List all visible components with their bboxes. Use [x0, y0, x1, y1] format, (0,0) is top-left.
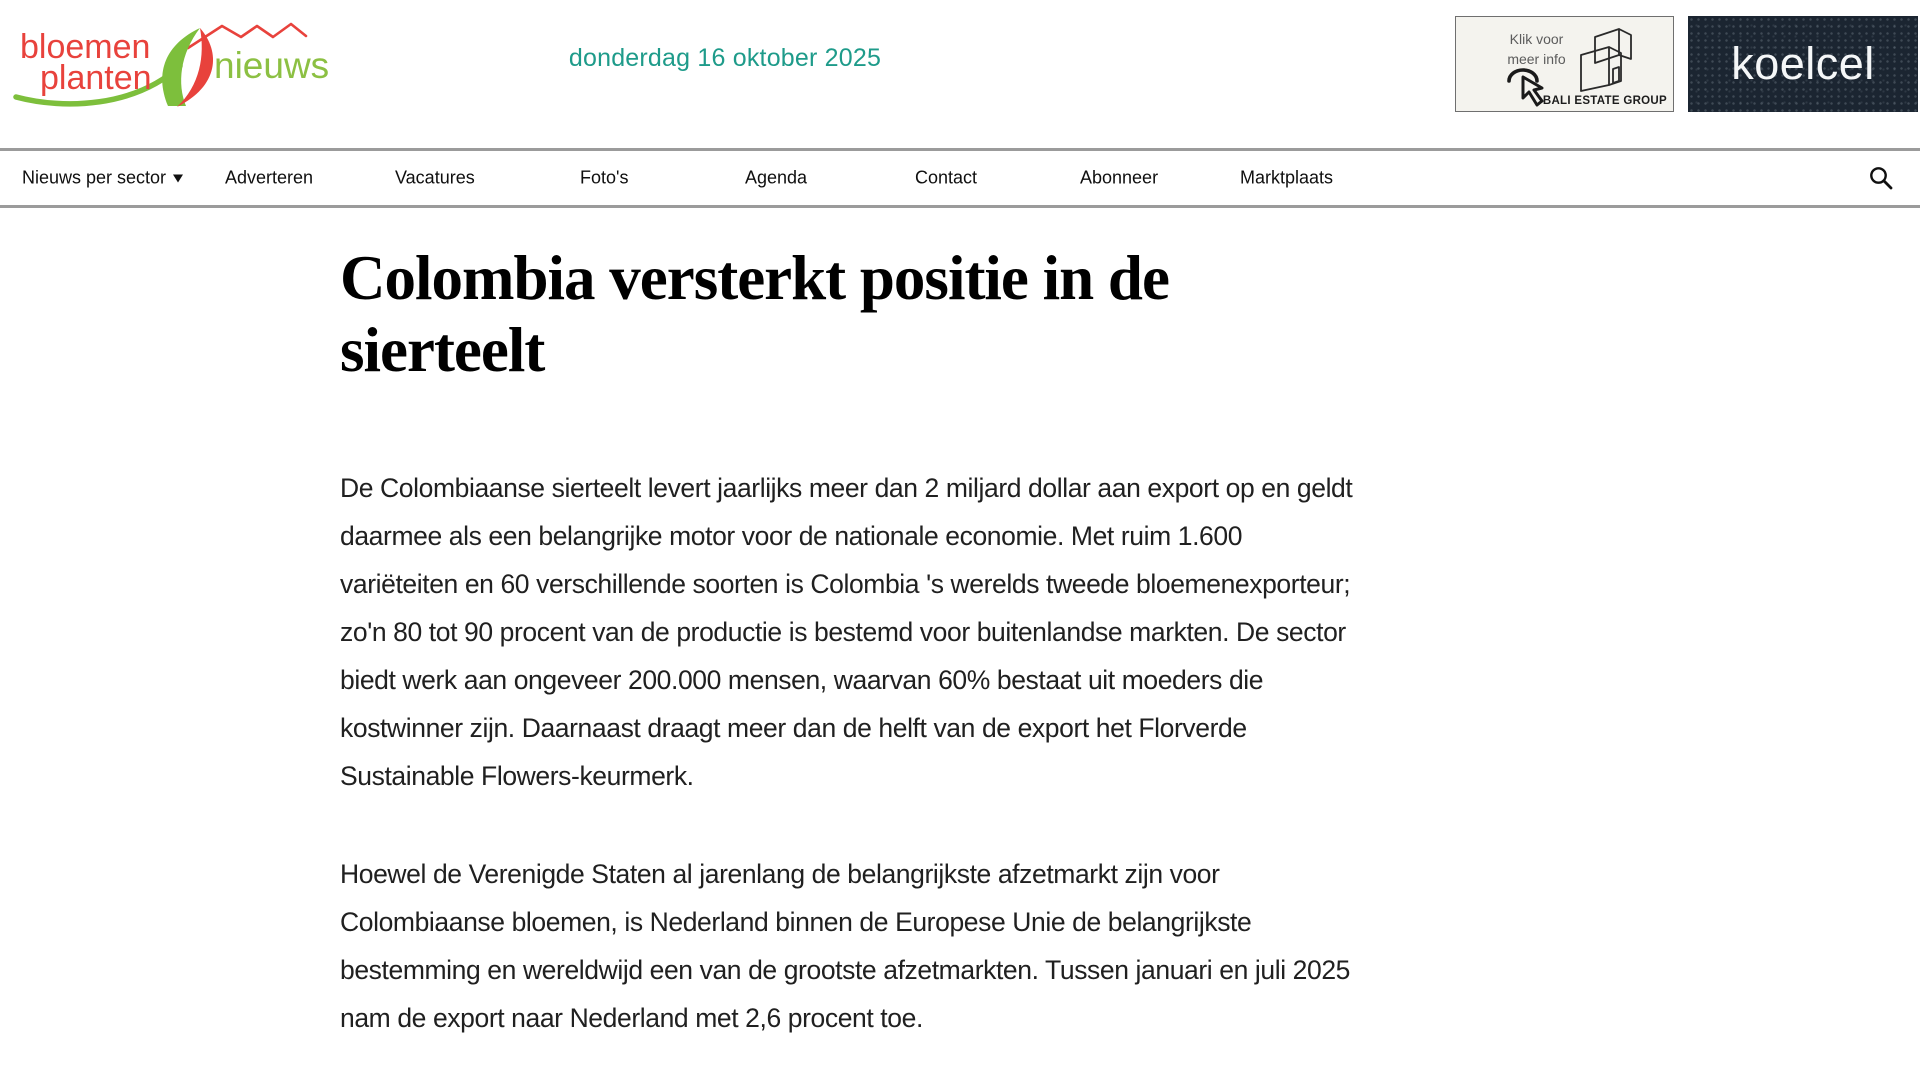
chevron-down-icon	[173, 175, 183, 183]
ad-koelcel-brand: koelcel	[1731, 38, 1875, 89]
nav-item-fotos[interactable]	[580, 168, 628, 189]
nav-item-label: Contact	[915, 167, 978, 188]
nav-item-nieuws-per-sector[interactable]	[22, 168, 183, 189]
article	[340, 242, 1355, 1042]
nav-item-vacatures[interactable]	[395, 168, 475, 189]
logo-graphic	[10, 6, 330, 110]
nav-item-label: Vacatures	[395, 167, 475, 188]
site-logo[interactable]	[10, 6, 330, 110]
nav-item-agenda[interactable]	[745, 168, 807, 189]
nav-item-label: Nieuws per sector	[22, 167, 167, 188]
building-icon	[1569, 25, 1645, 97]
ad-bali-brand: BALI ESTATE GROUP	[1542, 95, 1667, 107]
search-button[interactable]	[1868, 165, 1894, 191]
page-date: donderdag 16 oktober 2025	[568, 44, 882, 72]
search-icon	[1868, 165, 1894, 191]
article-title: Colombia versterkt positie in de sierteelt	[340, 243, 1169, 385]
ad-bali-cta-line1: Klik voor	[1509, 31, 1564, 47]
nav-item-label: Foto's	[580, 167, 629, 188]
ad-koelcel[interactable]	[1688, 16, 1918, 112]
article-paragraph-2: Hoewel de Verenigde Staten al jarenlang de belangrijkste afzetmarkt zijn voor Colombiaanse bloemen, is Nederland binnen de Europese Unie de belangrijkste bestemming en wereldwijd een van de grootste afzetmarkten. Tussen januari en juli 2025 nam de export naar Nederland met 2,6 procent toe.	[340, 859, 1351, 1033]
ad-bali-estate[interactable]	[1455, 16, 1674, 112]
article-paragraph-1: De Colombiaanse sierteelt levert jaarlijks meer dan 2 miljard dollar aan export op en geldt daarmee als een belangrijke motor voor de nationale economie. Met ruim 1.600 variëteiten en 60 verschillende soorten is Colombia 's werelds tweede bloemenexporteur; zo'n 80 tot 90 procent van de productie is bestemd voor buitenlandse markten. De sector biedt werk aan ongeveer 200.000 mensen, waarvan 60% bestaat uit moeders die kostwinner zijn. Daarnaast draagt meer dan de helft van de export het Florverde Sustainable Flowers-keurmerk.	[340, 473, 1353, 791]
click-hand-icon	[1498, 65, 1548, 111]
nav-item-label: Agenda	[745, 167, 808, 188]
nav-item-label: Abonneer	[1080, 167, 1159, 188]
nav-item-adverteren[interactable]	[225, 168, 313, 189]
nav-item-contact[interactable]	[915, 168, 977, 189]
nav-item-marktplaats[interactable]	[1240, 168, 1333, 189]
nav-item-abonneer[interactable]	[1080, 168, 1158, 189]
ad-bali-cta-line2: meer info	[1507, 51, 1566, 68]
logo-word-planten: planten	[40, 59, 152, 97]
logo-word-nieuws: nieuws	[214, 45, 330, 86]
nav-item-label: Marktplaats	[1240, 167, 1334, 188]
site-header	[0, 0, 1920, 148]
logo-word-bloemen: bloemen	[20, 28, 151, 66]
nav-item-label: Adverteren	[225, 167, 314, 188]
main-nav	[0, 148, 1920, 208]
